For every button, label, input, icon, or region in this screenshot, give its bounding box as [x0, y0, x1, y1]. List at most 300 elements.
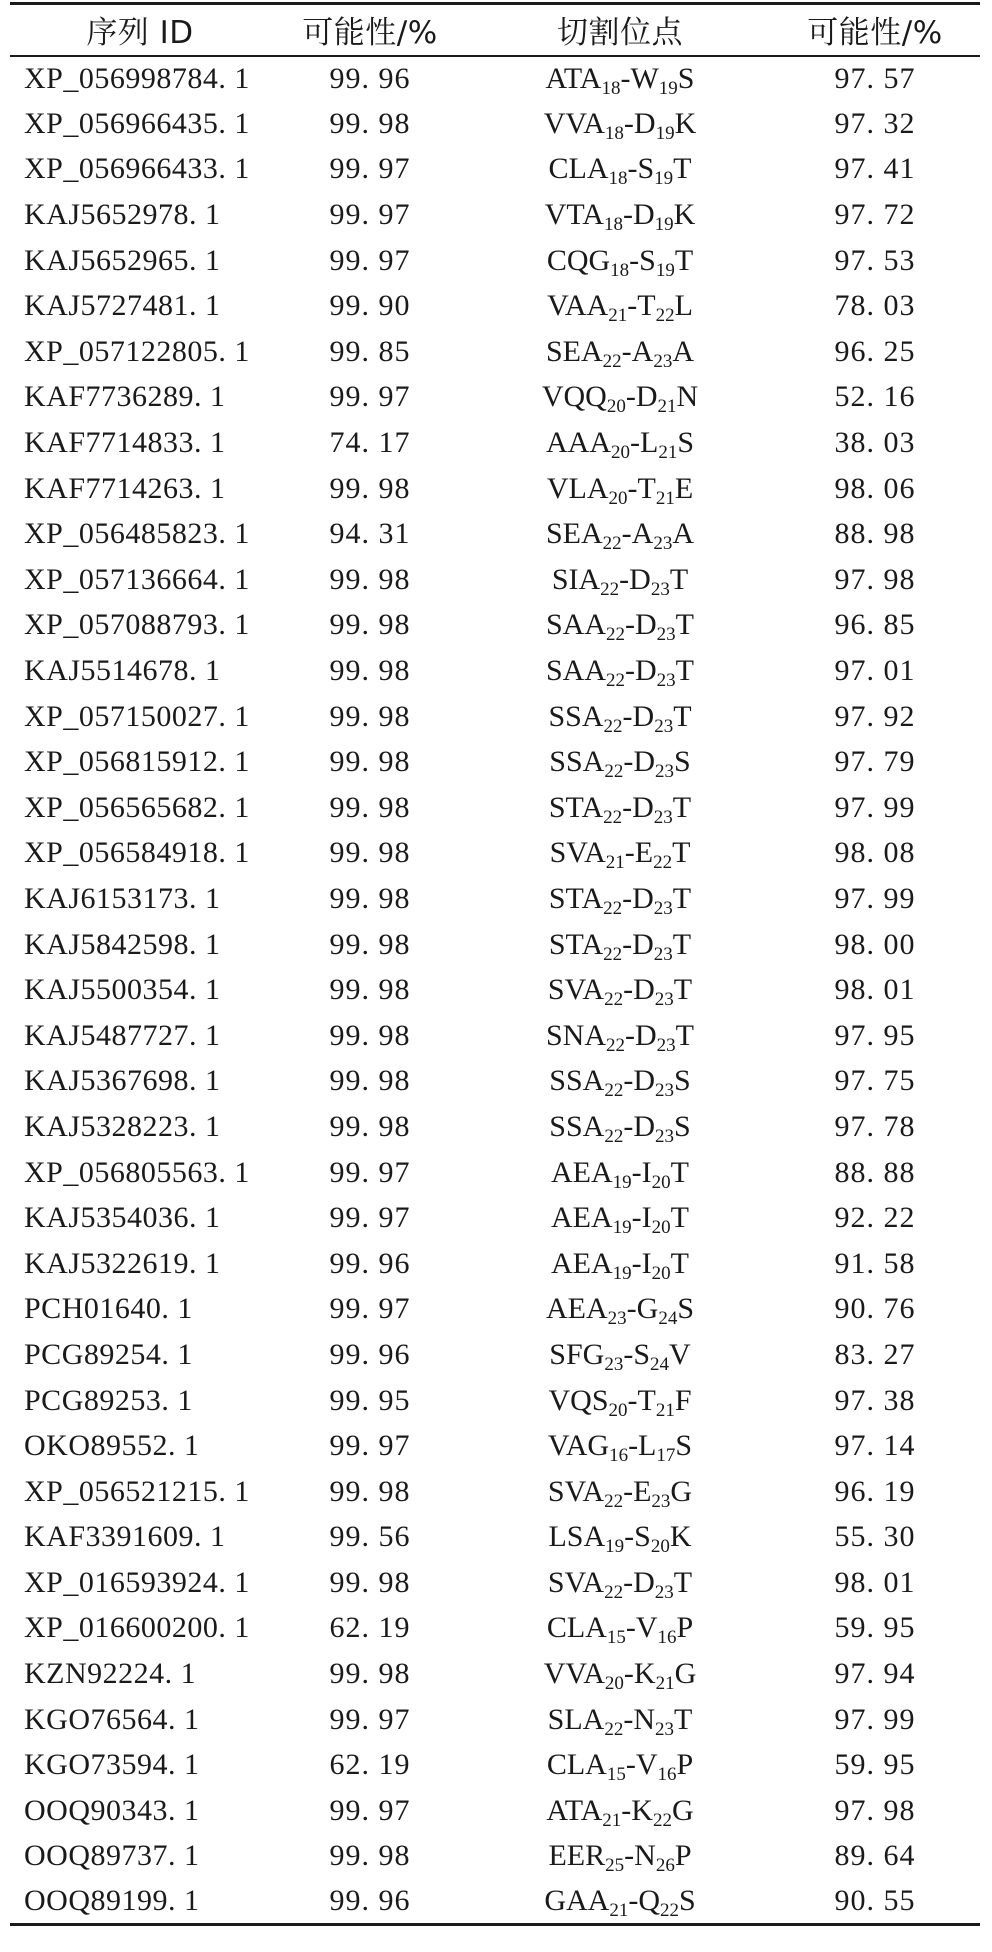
cleavage-site-text: [549, 1064, 691, 1102]
signal-peptide-table: [10, 2, 980, 1926]
cleavage-probability-value: 96. 19: [834, 1474, 916, 1508]
cleavage-site-text: [547, 289, 693, 327]
site-residues: K: [669, 1520, 692, 1554]
cleavage-site: [470, 1788, 770, 1834]
cleavage-probability-value: 98. 08: [834, 836, 916, 870]
header-row: [10, 4, 980, 56]
table-header: [10, 4, 980, 56]
sequence-id: XP_056805563. 1: [24, 1155, 250, 1189]
cleavage-site-text: [548, 1383, 692, 1421]
cleavage-site: [470, 557, 770, 603]
site-position: 23: [653, 350, 673, 372]
site-position: 26: [655, 1855, 675, 1877]
site-residues: -T: [627, 1383, 656, 1417]
site-residues: -V: [625, 1748, 658, 1782]
site-residues: G: [674, 1657, 697, 1691]
table-row: [10, 876, 980, 922]
site-position: 19: [658, 77, 678, 99]
cleavage-site-text: [546, 1611, 694, 1649]
cleavage-probability-value: 97. 99: [834, 1702, 916, 1736]
sequence-id: OOQ89199. 1: [10, 1879, 270, 1925]
cleavage-site-text: [546, 654, 694, 692]
site-position: 19: [605, 1536, 625, 1558]
sequence-id: XP_057122805. 1: [24, 334, 250, 368]
cleavage-probability-value: 59. 95: [834, 1611, 916, 1645]
site-residues: SVA: [547, 1474, 605, 1508]
sequence-id: XP_056485823. 1: [24, 517, 250, 551]
cleavage-probability-value: 38. 03: [834, 426, 916, 460]
table-row: [10, 557, 980, 603]
cleavage-probability-value: 83. 27: [834, 1337, 916, 1371]
cleavage-site: [470, 1560, 770, 1606]
cleavage-site-text: [548, 1839, 692, 1877]
site-position: 20: [608, 487, 628, 509]
site-residues: T: [674, 243, 694, 277]
cleavage-site-text: [551, 562, 689, 600]
site-residues: GAA: [544, 1884, 610, 1918]
site-residues: -S: [629, 243, 656, 277]
site-residues: G: [670, 1474, 693, 1508]
site-residues: -I: [631, 1246, 652, 1280]
sequence-id: KAF7714833. 1: [24, 426, 226, 460]
probability-value: 74. 17: [329, 426, 411, 460]
table-row: [10, 1423, 980, 1469]
site-residues: VQQ: [541, 380, 607, 414]
site-residues: -D: [625, 654, 657, 688]
site-residues: SSA: [548, 699, 604, 733]
site-residues: CLA: [546, 1611, 607, 1645]
cleavage-site: [470, 101, 770, 147]
cleavage-probability-value: 97. 75: [834, 1064, 916, 1098]
cleavage-probability-value: 92. 22: [834, 1201, 916, 1235]
sequence-id: XP_057136664. 1: [24, 562, 250, 596]
cleavage-site: [470, 56, 770, 102]
cleavage-site-text: [546, 1292, 694, 1330]
cleavage-site: [470, 1150, 770, 1196]
table-row: [10, 603, 980, 649]
table-row: [10, 1013, 980, 1059]
table-row: [10, 1059, 980, 1105]
cleavage-probability-value: 97. 32: [834, 106, 916, 140]
site-position: 17: [656, 1445, 676, 1467]
site-residues: T: [669, 562, 689, 596]
table-row: [10, 1742, 980, 1788]
site-position: 20: [651, 1171, 671, 1193]
site-position: 23: [653, 533, 673, 555]
site-position: 23: [653, 806, 673, 828]
probability-value: 99. 97: [329, 1201, 411, 1235]
site-position: 22: [606, 670, 626, 692]
site-residues: T: [672, 927, 692, 961]
sequence-id: KAF7736289. 1: [24, 380, 226, 414]
site-residues: SFG: [549, 1337, 605, 1371]
probability-value: 99. 98: [329, 1657, 411, 1691]
table-row: [10, 1560, 980, 1606]
site-position: 22: [604, 1490, 624, 1512]
site-position: 21: [602, 1809, 622, 1831]
cleavage-probability-value: 97. 72: [834, 198, 916, 232]
site-residues: AAA: [545, 426, 611, 460]
site-residues: SVA: [547, 973, 605, 1007]
sequence-id: XP_056565682. 1: [24, 790, 250, 824]
site-position: 23: [655, 1125, 674, 1147]
site-residues: -D: [622, 927, 654, 961]
table-row: [10, 101, 980, 147]
probability-value: 99. 98: [329, 1109, 411, 1143]
site-residues: CLA: [546, 1748, 607, 1782]
table-row: [10, 1788, 980, 1834]
site-residues: -I: [631, 1155, 652, 1189]
header-cleavage-site: 切割位点: [470, 4, 770, 56]
sequence-id: KAJ5322619. 1: [24, 1246, 221, 1280]
site-residues: E: [674, 471, 694, 505]
site-position: 20: [606, 396, 626, 418]
site-residues: -N: [624, 1839, 656, 1873]
site-position: 22: [602, 533, 622, 555]
sequence-id: KAJ5514678. 1: [24, 654, 221, 688]
sequence-id: PCH01640. 1: [24, 1292, 193, 1326]
site-residues: P: [676, 1611, 694, 1645]
probability-value: 99. 98: [329, 1064, 411, 1098]
cleavage-probability-value: 88. 98: [834, 517, 916, 551]
table-row: [10, 1241, 980, 1287]
probability-value: 99. 98: [329, 745, 411, 779]
cleavage-site-text: [546, 243, 694, 281]
site-residues: S: [677, 61, 695, 95]
site-position: 23: [651, 1490, 671, 1512]
site-position: 22: [603, 715, 623, 737]
site-position: 15: [606, 1764, 626, 1786]
cleavage-site: [470, 192, 770, 238]
site-residues: -D: [622, 699, 655, 733]
site-residues: -E: [624, 836, 654, 870]
site-position: 21: [655, 487, 675, 509]
site-position: 18: [604, 122, 624, 144]
site-residues: T: [670, 1246, 689, 1280]
probability-value: 99. 96: [329, 1337, 411, 1371]
site-position: 22: [600, 578, 620, 600]
site-residues: SSA: [549, 1109, 605, 1143]
table-row: [10, 1287, 980, 1333]
site-residues: A: [672, 334, 694, 368]
site-position: 21: [608, 305, 628, 327]
site-residues: ATA: [545, 61, 602, 95]
table-row: [10, 1651, 980, 1697]
sequence-id: KAJ5328223. 1: [24, 1109, 221, 1143]
cleavage-probability-value: 78. 03: [834, 289, 916, 323]
sequence-id: KAJ5727481. 1: [24, 289, 221, 323]
cleavage-probability-value: 97. 98: [834, 1793, 916, 1827]
site-position: 16: [657, 1764, 677, 1786]
probability-value: 99. 56: [329, 1520, 411, 1554]
site-residues: -S: [627, 152, 655, 186]
cleavage-site: [470, 831, 770, 877]
table-row: [10, 56, 980, 102]
sequence-id: KAJ5652978. 1: [24, 198, 221, 232]
table-row: [10, 922, 980, 968]
probability-value: 99. 85: [329, 334, 411, 368]
cleavage-site-text: [544, 198, 696, 236]
cleavage-site-text: [546, 471, 694, 509]
site-position: 20: [650, 1536, 670, 1558]
site-position: 23: [650, 578, 670, 600]
cleavage-site: [470, 466, 770, 512]
site-residues: S: [674, 1064, 691, 1098]
site-residues: -L: [628, 1429, 657, 1463]
site-residues: -D: [625, 608, 657, 642]
table-row: [10, 420, 980, 466]
cleavage-site-text: [547, 973, 693, 1011]
probability-value: 99. 98: [329, 471, 411, 505]
cleavage-site-text: [549, 1337, 691, 1375]
probability-value: 94. 31: [329, 517, 411, 551]
cleavage-site: [470, 785, 770, 831]
site-residues: T: [673, 699, 692, 733]
cleavage-site: [470, 1332, 770, 1378]
cleavage-probability-value: 97. 53: [834, 243, 916, 277]
table-row: [10, 1834, 980, 1880]
probability-value: 62. 19: [329, 1611, 411, 1645]
site-position: 20: [610, 442, 630, 464]
site-residues: -D: [625, 1018, 657, 1052]
cleavage-site: [470, 1515, 770, 1561]
cleavage-site: [470, 1013, 770, 1059]
cleavage-site-text: [549, 836, 691, 874]
cleavage-site-text: [546, 1018, 694, 1056]
probability-value: 99. 97: [329, 243, 411, 277]
table-row: [10, 1606, 980, 1652]
table-row: [10, 1515, 980, 1561]
sequence-id: KAJ5652965. 1: [24, 243, 221, 277]
table-row: [10, 147, 980, 193]
site-residues: SEA: [545, 517, 603, 551]
site-position: 19: [612, 1171, 632, 1193]
table-row: [10, 1879, 980, 1925]
site-residues: SNA: [546, 1018, 607, 1052]
cleavage-site-text: [546, 1793, 694, 1831]
cleavage-site: [470, 375, 770, 421]
site-position: 20: [608, 1399, 628, 1421]
sequence-id: OOQ89737. 1: [24, 1839, 200, 1873]
site-residues: -D: [623, 973, 655, 1007]
cleavage-probability-value: 97. 38: [834, 1383, 916, 1417]
probability-value: 99. 98: [329, 1018, 411, 1052]
probability-value: 99. 97: [329, 1292, 411, 1326]
cleavage-site-text: [548, 927, 692, 965]
site-residues: -T: [627, 289, 656, 323]
sequence-id: XP_056584918. 1: [24, 836, 250, 870]
cleavage-probability-value: 97. 99: [834, 881, 916, 915]
table-row: [10, 739, 980, 785]
sequence-id: KZN92224. 1: [24, 1657, 197, 1691]
site-residues: S: [674, 745, 691, 779]
site-residues: LSA: [548, 1520, 606, 1554]
site-position: 21: [655, 1673, 675, 1695]
cleavage-probability-value: 52. 16: [834, 380, 916, 414]
site-position: 23: [655, 1718, 674, 1740]
table-row: [10, 1195, 980, 1241]
probability-value: 99. 96: [329, 1246, 411, 1280]
cleavage-site: [470, 739, 770, 785]
site-residues: T: [673, 152, 692, 186]
cleavage-site: [470, 1879, 770, 1925]
site-residues: K: [674, 106, 697, 140]
site-residues: T: [675, 1018, 694, 1052]
table-row: [10, 511, 980, 557]
cleavage-site-text: [546, 608, 694, 646]
header-probability-2: 可能性/%: [770, 4, 980, 56]
cleavage-probability-value: 98. 01: [834, 1565, 916, 1599]
probability-value: 62. 19: [329, 1748, 411, 1782]
site-position: 22: [604, 1581, 624, 1603]
probability-value: 99. 98: [329, 1839, 411, 1873]
site-residues: S: [677, 1292, 694, 1326]
cleavage-probability-value: 98. 06: [834, 471, 916, 505]
cleavage-site-text: [551, 1155, 689, 1193]
site-position: 19: [654, 214, 674, 236]
sequence-id: PCG89253. 1: [24, 1383, 193, 1417]
cleavage-site: [470, 1742, 770, 1788]
site-residues: SSA: [549, 1064, 605, 1098]
site-position: 18: [610, 259, 630, 281]
site-position: 18: [603, 214, 623, 236]
table-row: [10, 1332, 980, 1378]
site-residues: -V: [625, 1611, 658, 1645]
site-residues: -D: [625, 380, 658, 414]
cleavage-site-text: [549, 745, 691, 783]
site-residues: -A: [621, 517, 654, 551]
table-row: [10, 831, 980, 877]
sequence-id: KGO73594. 1: [24, 1748, 200, 1782]
site-residues: -D: [619, 562, 651, 596]
sequence-id: XP_016600200. 1: [24, 1611, 250, 1645]
probability-value: 99. 90: [329, 289, 411, 323]
site-residues: -D: [623, 1109, 655, 1143]
site-position: 20: [651, 1262, 671, 1284]
cleavage-site: [470, 1469, 770, 1515]
site-residues: -D: [623, 1064, 655, 1098]
cleavage-site: [470, 1423, 770, 1469]
site-residues: T: [670, 1155, 689, 1189]
site-residues: CLA: [548, 152, 609, 186]
cleavage-probability-value: 59. 95: [834, 1748, 916, 1782]
cleavage-probability-value: 98. 01: [834, 973, 916, 1007]
site-residues: VAA: [547, 289, 609, 323]
site-residues: -L: [629, 426, 659, 460]
site-position: 19: [654, 168, 674, 190]
sequence-id: KGO76564. 1: [24, 1702, 200, 1736]
sequence-id: PCG89254. 1: [24, 1337, 193, 1371]
site-residues: T: [672, 881, 692, 915]
sequence-id: KAJ5487727. 1: [24, 1018, 221, 1052]
site-position: 20: [651, 1217, 671, 1239]
cleavage-site: [470, 967, 770, 1013]
site-position: 22: [604, 1718, 624, 1740]
site-residues: -S: [623, 1337, 651, 1371]
site-residues: SAA: [546, 654, 607, 688]
site-residues: -W: [620, 61, 659, 95]
cleavage-site-text: [551, 1201, 689, 1239]
sequence-id: XP_057088793. 1: [24, 608, 250, 642]
probability-value: 99. 96: [270, 1879, 470, 1925]
site-residues: SLA: [547, 1702, 605, 1736]
cleavage-probability-value: 88. 88: [834, 1155, 916, 1189]
probability-value: 99. 98: [329, 106, 411, 140]
sequence-id: XP_056966435. 1: [24, 106, 250, 140]
cleavage-probability-value: 55. 30: [834, 1520, 916, 1554]
cleavage-probability-value: 96. 85: [834, 608, 916, 642]
header-probability-1: 可能性/%: [270, 4, 470, 56]
site-residues: T: [675, 654, 694, 688]
cleavage-site: [470, 420, 770, 466]
site-residues: S: [677, 426, 694, 460]
site-position: 15: [606, 1627, 626, 1649]
cleavage-site: [470, 1241, 770, 1287]
sequence-id: KAJ5354036. 1: [24, 1201, 221, 1235]
site-residues: -E: [623, 1474, 652, 1508]
site-position: 21: [609, 1900, 629, 1922]
site-position: 16: [657, 1627, 677, 1649]
cleavage-probability-value: 97. 94: [834, 1657, 916, 1691]
cleavage-site-text: [545, 61, 695, 99]
probability-value: 99. 98: [329, 654, 411, 688]
site-residues: T: [673, 1565, 693, 1599]
site-position: 23: [607, 1308, 627, 1330]
site-residues: -I: [631, 1201, 652, 1235]
site-position: 22: [652, 1809, 672, 1831]
site-residues: A: [672, 517, 694, 551]
cleavage-site-text: [544, 1884, 696, 1922]
cleavage-probability-value: 97. 14: [834, 1429, 916, 1463]
probability-value: 99. 97: [329, 198, 411, 232]
table-row: [10, 648, 980, 694]
table-row: [10, 283, 980, 329]
site-residues: T: [674, 1702, 693, 1736]
site-position: 21: [657, 396, 677, 418]
cleavage-site-text: [545, 517, 694, 555]
cleavage-site: [470, 511, 770, 557]
site-residues: -A: [621, 334, 654, 368]
cleavage-site-text: [545, 426, 694, 464]
table-row: [10, 192, 980, 238]
site-residues: -D: [622, 790, 654, 824]
site-residues: S: [674, 1109, 691, 1143]
site-residues: -D: [623, 745, 655, 779]
cleavage-site: [470, 922, 770, 968]
site-position: 23: [656, 670, 676, 692]
site-residues: -D: [622, 881, 654, 915]
site-residues: F: [674, 1383, 692, 1417]
cleavage-site: [470, 648, 770, 694]
cleavage-site: [470, 283, 770, 329]
site-residues: VVA: [543, 106, 605, 140]
site-position: 22: [655, 305, 675, 327]
table-row: [10, 1697, 980, 1743]
sequence-id: XP_056998784. 1: [24, 61, 250, 95]
site-position: 22: [602, 350, 622, 372]
sequence-id: KAJ6153173. 1: [24, 881, 221, 915]
sequence-id: KAF3391609. 1: [24, 1520, 226, 1554]
sequence-id: OKO89552. 1: [24, 1429, 200, 1463]
cleavage-site-text: [547, 1474, 693, 1512]
cleavage-site-text: [548, 790, 692, 828]
site-residues: V: [669, 1337, 691, 1371]
site-residues: -S: [624, 1520, 651, 1554]
site-residues: SAA: [546, 608, 607, 642]
site-position: 18: [601, 77, 621, 99]
cleavage-site-text: [548, 699, 692, 737]
cleavage-site: [470, 1606, 770, 1652]
